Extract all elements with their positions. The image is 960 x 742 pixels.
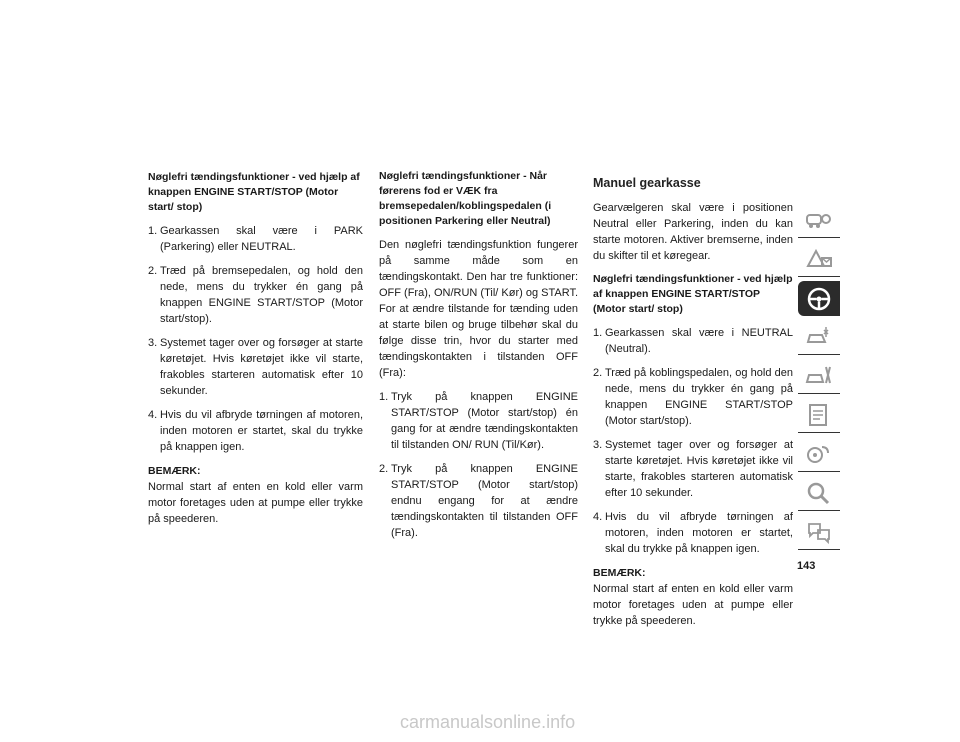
note-label: BEMÆRK:: [593, 567, 646, 579]
tab-index[interactable]: [798, 476, 840, 511]
page-number: 143: [797, 560, 816, 572]
list-item: 3. Systemet tager over og forsøger at starte køretøjet. Hvis køretøjet ikke vil starte, frakobles starteren automatisk efter 10 sekunder.: [148, 337, 363, 397]
list-item: 1. Gearkassen skal være i NEUTRAL (Neutral).: [593, 327, 793, 355]
tab-warning-lights[interactable]: [798, 242, 840, 277]
car-key-icon: [804, 207, 834, 233]
section-title: Manuel gearkasse: [593, 176, 701, 190]
car-crash-icon: [804, 324, 834, 350]
intro-paragraph: Gearvælgeren skal være i positionen Neutral eller Parkering, inden du kan starte motoren. Aktiver bremserne, inden du skifter til et køregear.: [593, 202, 793, 262]
tab-specifications[interactable]: [798, 398, 840, 433]
tab-car-key[interactable]: [798, 203, 840, 238]
list-item: 2. Træd på koblingspedalen, og hold den nede, mens du trykker én gang på knappen ENGINE START/STOP (Motor start/stop).: [593, 367, 793, 427]
section-heading: Nøglefri tændingsfunktioner - ved hjælp af knappen ENGINE START/STOP (Motor start/ stop): [593, 273, 793, 315]
steps-list: [379, 389, 578, 541]
tab-emergency[interactable]: [798, 320, 840, 355]
checklist-icon: [804, 402, 834, 428]
list-item: 1. Gearkassen skal være i PARK (Parkering) eller NEUTRAL.: [148, 225, 363, 253]
car-service-icon: [804, 363, 834, 389]
tab-customer-assistance[interactable]: [798, 515, 840, 550]
list-item: 2. Tryk på knappen ENGINE START/STOP (Motor start/stop) endnu engang for at ændre tændingskontakten til tilstanden OFF (Fra).: [379, 463, 578, 539]
note-text: Normal start af enten en kold eller varm motor foretages uden at pumpe eller trykke på speederen.: [148, 481, 363, 525]
list-item: 4. Hvis du vil afbryde tørningen af motoren, inden motoren er startet, skal du trykke på knappen igen.: [148, 409, 363, 453]
tab-multimedia[interactable]: [798, 437, 840, 472]
chapter-tabs: [798, 203, 840, 554]
section-heading: Nøglefri tændingsfunktioner - Når førerens fod er VÆK fra bremsepedalen/koblingspedalen (i positionen Parkering eller Neutral): [379, 170, 552, 227]
section-heading: Nøglefri tændingsfunktioner - ved hjælp af knappen ENGINE START/STOP (Motor start/ stop): [148, 171, 360, 213]
search-icon: [804, 480, 834, 506]
list-item: 4. Hvis du vil afbryde tørningen af motoren, inden motoren er startet, skal du trykke på knappen igen.: [593, 511, 793, 555]
intro-paragraph: Den nøglefri tændingsfunktion fungerer på samme måde som en tændingskontakt. Den har tre funktioner: OFF (Fra), ON/RUN (Til/ Kør) og START. For at ændre tilstande for tænding uden at starte bilen og bruge tilbehør skal du følge disse trin, hvor du starter med tændingskontakten i tilstanden OFF (Fra):: [379, 239, 579, 379]
note-label: BEMÆRK:: [148, 465, 201, 477]
steps-list: [148, 223, 363, 455]
tab-service[interactable]: [798, 359, 840, 394]
language-icon: [804, 519, 834, 545]
column-1: [148, 170, 363, 527]
column-3: [593, 175, 793, 629]
list-item: 3. Systemet tager over og forsøger at starte køretøjet. Hvis køretøjet ikke vil starte, frakobles starteren automatisk efter 10 sekunder.: [593, 439, 793, 499]
column-2: [379, 169, 578, 549]
steps-list: [593, 325, 793, 557]
list-item: 1. Tryk på knappen ENGINE START/STOP (Motor start/stop) én gang for at ændre tændingskontakten til tilstanden ON/ RUN (Til/Kør).: [379, 391, 578, 451]
tab-starting-driving[interactable]: [798, 281, 840, 316]
multimedia-icon: [804, 441, 834, 467]
note-text: Normal start af enten en kold eller varm motor foretages uden at pumpe eller trykke på speederen.: [593, 583, 793, 627]
watermark: carmanualsonline.info: [400, 712, 576, 732]
list-item: 2. Træd på bremsepedalen, og hold den nede, mens du trykker én gang på knappen ENGINE START/STOP (Motor start/stop).: [148, 265, 363, 325]
steering-wheel-icon: [804, 286, 834, 312]
warning-light-icon: [804, 246, 834, 272]
